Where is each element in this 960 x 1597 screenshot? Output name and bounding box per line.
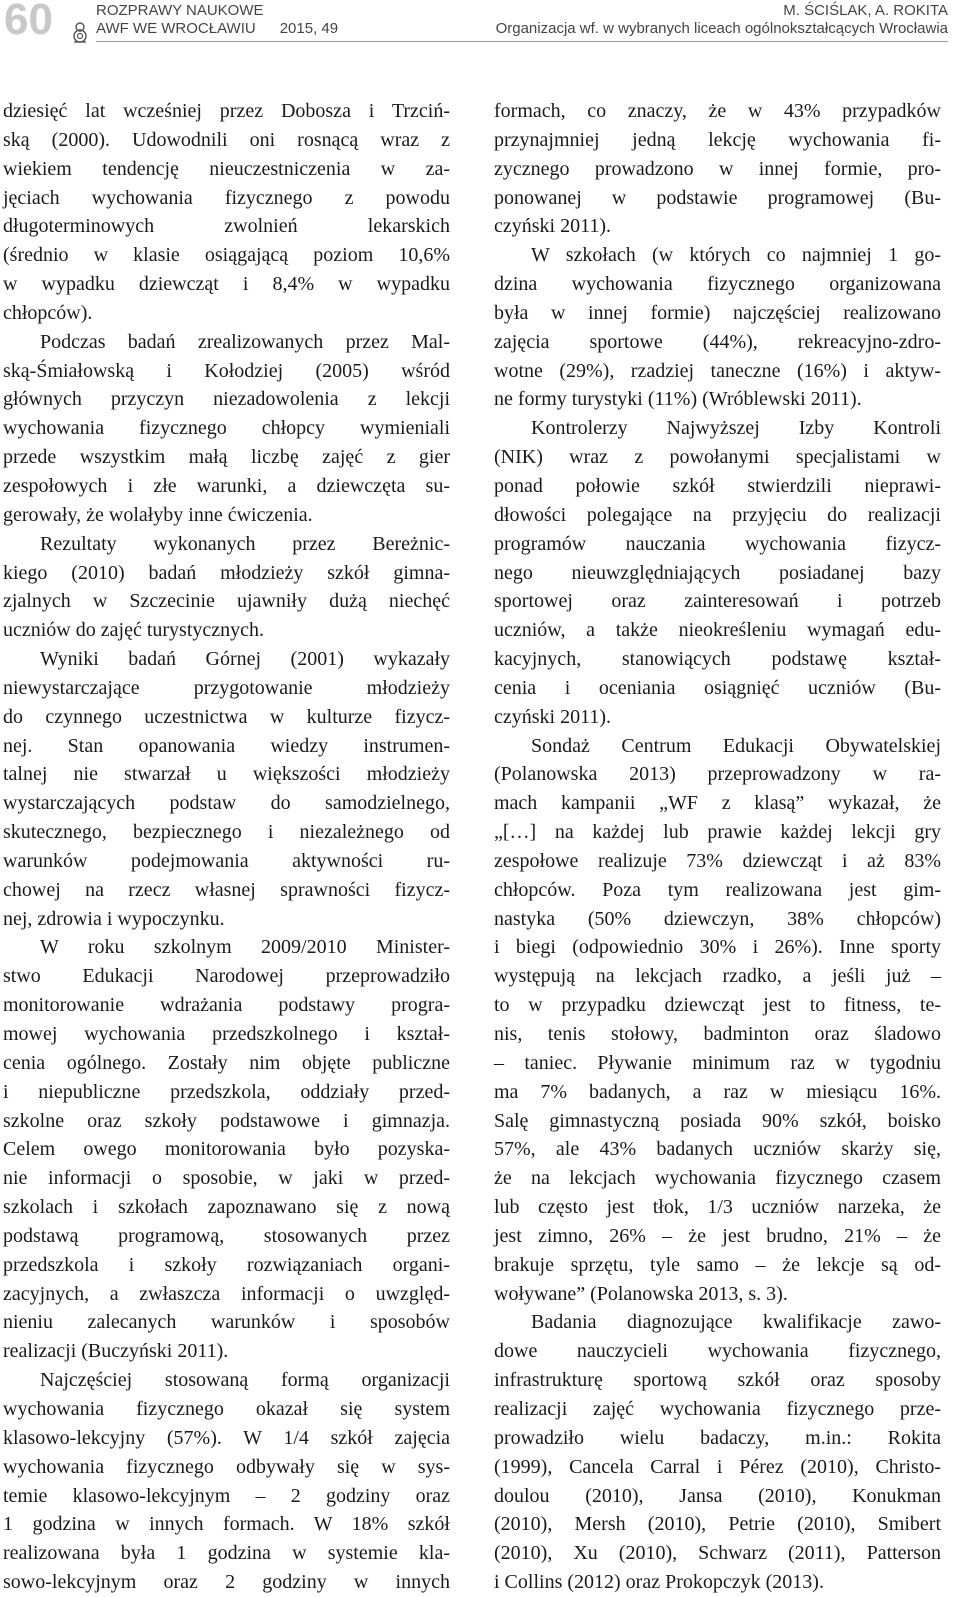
text-line: jest zimno, 26% – że jest brudno, 21% – że	[494, 1224, 941, 1247]
text-line: mach kampanii „WF z klasą” wykazał, że	[494, 792, 941, 815]
text-line: uczniów do zajęć turystycznych.	[3, 619, 265, 642]
text-line: lub często jest tłok, 1/3 uczniów narzeka, że	[494, 1196, 941, 1219]
text-line: (średnio w klasie osiągającą poziom 10,6%	[3, 244, 450, 267]
text-line: ską-Śmiałowską i Kołodziej (2005) wśród	[3, 359, 450, 382]
text-line: Salę gimnastyczną posiada 90% szkół, boisko	[494, 1109, 941, 1132]
text-line: (Polanowska 2013) przeprowadzony w ra-	[494, 763, 941, 786]
text-line: doulou (2010), Jansa (2010), Konukman	[494, 1484, 941, 1507]
text-line: to w przypadku dziewcząt jest to fitness, te-	[494, 994, 941, 1017]
text-line: przynajmniej jedną lekcję wychowania fi-	[494, 128, 941, 151]
text-line: skutecznego, bezpiecznego i niezależnego od	[3, 821, 450, 844]
text-line: przedszkola i szkoły rozwiązaniach organi-	[3, 1253, 450, 1276]
text-line: warunków podejmowania aktywności ru-	[3, 849, 450, 872]
journal-name-line1: ROZPRAWY NAUKOWE	[96, 2, 264, 19]
text-line: dowe nauczycieli wychowania fizycznego,	[494, 1340, 941, 1363]
text-line: Sondaż Centrum Edukacji Obywatelskiej	[531, 734, 941, 757]
text-line: szkolach i szkołach zapoznawano się z nową	[3, 1196, 450, 1219]
text-line: nej. Stan opanowania wiedzy instrumen-	[3, 734, 450, 757]
text-line: głównych przyczyn niezadowolenia z lekcji	[3, 388, 450, 411]
text-line: zycznego prowadzono w innej formie, pro-	[494, 157, 941, 180]
header-rule	[96, 41, 948, 42]
text-line: podstawą programową, stosowanych przez	[3, 1224, 450, 1247]
text-line: wychowania fizycznego chłopcy wymieniali	[3, 417, 450, 440]
text-line: wychowania fizycznego odbywały się w sys-	[3, 1455, 450, 1478]
text-line: brakuje sprzętu, tyle samo – że lekcje są od-	[494, 1253, 941, 1276]
page-header	[0, 0, 960, 50]
text-line: i biegi (odpowiednio 30% i 26%). Inne sporty	[494, 936, 941, 959]
text-line: cenia i oceniania osiągnięć uczniów (Bu-	[494, 676, 941, 699]
text-line: programów nauczania wychowania fizycz-	[494, 532, 941, 555]
text-line: chłopców).	[3, 301, 93, 324]
text-line: wychowania fizycznego okazał się system	[3, 1397, 450, 1420]
text-line: czyński 2011).	[494, 215, 612, 238]
awf-logo-icon	[70, 22, 90, 44]
running-title: Organizacja wf. w wybranych liceach ogólnokształcących Wrocławia	[495, 20, 948, 37]
journal-name-line2	[96, 20, 338, 37]
text-line: talnej nie stwarzał u większości młodzieży	[3, 763, 450, 786]
text-line: (1999), Cancela Carral i Pérez (2010), Christo-	[494, 1455, 941, 1478]
text-line: klasowo-lekcyjny (57%). W 1/4 szkół zajęcia	[3, 1426, 450, 1449]
text-line: infrastrukturę sportową szkół oraz sposoby	[494, 1369, 941, 1392]
text-line: chłopców. Poza tym realizowana jest gim-	[494, 878, 941, 901]
text-line: ską (2000). Udowodnili oni rosnącą wraz z	[3, 128, 450, 151]
text-line: dziesięć lat wcześniej przez Dobosza i Trzciń-	[3, 100, 450, 122]
text-line: nieniu zalecanych warunków i sposobów	[3, 1311, 450, 1334]
text-line: niewystarczające przygotowanie młodzieży	[3, 676, 450, 699]
text-line: była w innej formie) najczęściej realizowano	[494, 301, 941, 324]
text-line: dłowości polegające na przyjęciu do realizacji	[494, 503, 941, 526]
text-line: Wyniki badań Górnej (2001) wykazały	[40, 648, 450, 671]
text-line: Najczęściej stosowaną formą organizacji	[40, 1369, 450, 1392]
text-line: zjalnych w Szczecinie ujawniły dużą niechęć	[3, 590, 450, 613]
text-line: chowej na rzecz własnej sprawności fizycz-	[3, 878, 450, 901]
text-line: nego nieuwzględniających posiadanej bazy	[494, 561, 941, 584]
text-line: nastyka (50% dziewczyn, 38% chłopców)	[494, 907, 941, 930]
text-line: – taniec. Pływanie minimum raz w tygodniu	[494, 1051, 941, 1074]
text-line: występują na lekcjach rzadko, a jeśli już –	[494, 965, 941, 988]
text-line: W szkołach (w których co najmniej 1 go-	[531, 244, 941, 267]
page-number: 60	[4, 0, 53, 44]
text-line: Badania diagnozujące kwalifikacje zawo-	[531, 1311, 941, 1334]
text-line: jęciach wychowania fizycznego z powodu	[3, 186, 450, 209]
text-line: ne formy turystyki (11%) (Wróblewski 2011).	[494, 388, 862, 411]
text-line: gerowały, że wolałyby inne ćwiczenia.	[3, 503, 313, 526]
text-line: zespołowe realizuje 73% dziewcząt i aż 83%	[494, 849, 941, 872]
text-line: realizowana była 1 godzina w systemie kla-	[3, 1542, 450, 1565]
text-line: nis, tenis stołowy, badminton oraz śladowo	[494, 1023, 941, 1045]
text-line: (2010), Xu (2010), Schwarz (2011), Patterson	[494, 1542, 941, 1565]
text-line: Kontrolerzy Najwyższej Izby Kontroli	[531, 417, 941, 440]
text-line: przede wszystkim małą liczbę zajęć z gier	[3, 446, 450, 469]
text-line: prowadziło wielu badaczy, m.in.: Rokita	[494, 1426, 941, 1449]
text-line: ponad połowie szkół stwierdzili nieprawi-	[494, 474, 941, 497]
text-line: „[…] na każdej lub prawie każdej lekcji gry	[494, 821, 941, 844]
text-line: zespołowych i złe warunki, a dziewczęta su-	[3, 474, 450, 497]
text-line: sportowej oraz zainteresowań i potrzeb	[494, 590, 941, 613]
text-line: do czynnego uczestnictwa w kulturze fizycz-	[3, 705, 450, 728]
journal-name-line2-text: AWF WE WROCŁAWIU	[96, 20, 256, 37]
text-line: uczniów, a także nieokreśleniu wymagań edu-	[494, 619, 941, 642]
text-line: monitorowanie wdrażania podstawy progra-	[3, 994, 450, 1017]
text-line: czyński 2011).	[494, 705, 612, 728]
text-line: Podczas badań zrealizowanych przez Mal-	[40, 330, 450, 353]
text-line: W roku szkolnym 2009/2010 Minister-	[40, 936, 450, 959]
text-line: 1 godzina w innych formach. W 18% szkół	[3, 1513, 450, 1536]
text-line: nie informacji o sposobie, w jaki w przed-	[3, 1167, 450, 1190]
text-line: ponowanej w podstawie programowej (Bu-	[494, 186, 941, 209]
journal-year-issue: 2015, 49	[279, 20, 339, 37]
text-line: zacyjnych, a zwłaszcza informacji o uwzględ-	[3, 1282, 450, 1305]
text-line: Rezultaty wykonanych przez Bereżnic-	[40, 532, 450, 555]
text-line: (2010), Mersh (2010), Petrie (2010), Smibert	[494, 1513, 941, 1536]
text-line: w wypadku dziewcząt i 8,4% w wypadku	[3, 273, 450, 296]
text-line: nej, zdrowia i wypoczynku.	[3, 907, 225, 930]
text-line: wiekiem tendencję nieuczestniczenia w za-	[3, 157, 450, 180]
text-line: wotne (29%), rzadziej taneczne (16%) i aktyw-	[494, 359, 941, 382]
text-line: szkolne oraz szkoły podstawowe i gimnazja.	[3, 1109, 450, 1132]
text-line: Celem owego monitorowania było pozyska-	[3, 1138, 450, 1161]
article-authors: M. ŚCIŚLAK, A. ROKITA	[783, 2, 948, 19]
text-line: kiego (2010) badań młodzieży szkół gimna-	[3, 561, 450, 584]
text-line: stwo Edukacji Narodowej przeprowadziło	[3, 965, 450, 988]
text-line: formach, co znaczy, że w 43% przypadków	[494, 100, 941, 122]
text-line: ma 7% badanych, a raz w miesiącu 16%.	[494, 1080, 941, 1103]
text-line: sowo-lekcyjnym oraz 2 godziny w innych	[3, 1571, 450, 1594]
text-line: cenia ogólnego. Zostały nim objęte publiczne	[3, 1051, 450, 1074]
text-line: realizacji zajęć wychowania fizycznego prze-	[494, 1397, 941, 1420]
text-line: mowej wychowania przedszkolnego i kształ-	[3, 1023, 450, 1045]
text-line: dzina wychowania fizycznego organizowana	[494, 273, 941, 296]
text-line: długoterminowych zwolnień lekarskich	[3, 215, 450, 238]
right-column	[494, 97, 941, 1597]
text-line: woływane” (Polanowska 2013, s. 3).	[494, 1282, 788, 1305]
text-line: zajęcia sportowe (44%), rekreacyjno-zdro-	[494, 330, 941, 353]
text-line: i Collins (2012) oraz Prokopczyk (2013).	[494, 1571, 824, 1594]
text-line: kacyjnych, stanowiących podstawę kształ-	[494, 648, 941, 671]
text-line: i niepubliczne przedszkola, oddziały przed-	[3, 1080, 450, 1103]
text-line: że na lekcjach wychowania fizycznego czasem	[494, 1167, 941, 1190]
text-line: 57%, ale 43% badanych uczniów skarży się,	[494, 1138, 941, 1161]
text-line: (NIK) wraz z powołanymi specjalistami w	[494, 446, 941, 469]
text-line: realizacji (Buczyński 2011).	[3, 1340, 229, 1363]
text-line: wystarczających podstaw do samodzielnego,	[3, 792, 450, 815]
text-line: temie klasowo-lekcyjnym – 2 godziny oraz	[3, 1484, 450, 1507]
left-column	[3, 97, 450, 1597]
